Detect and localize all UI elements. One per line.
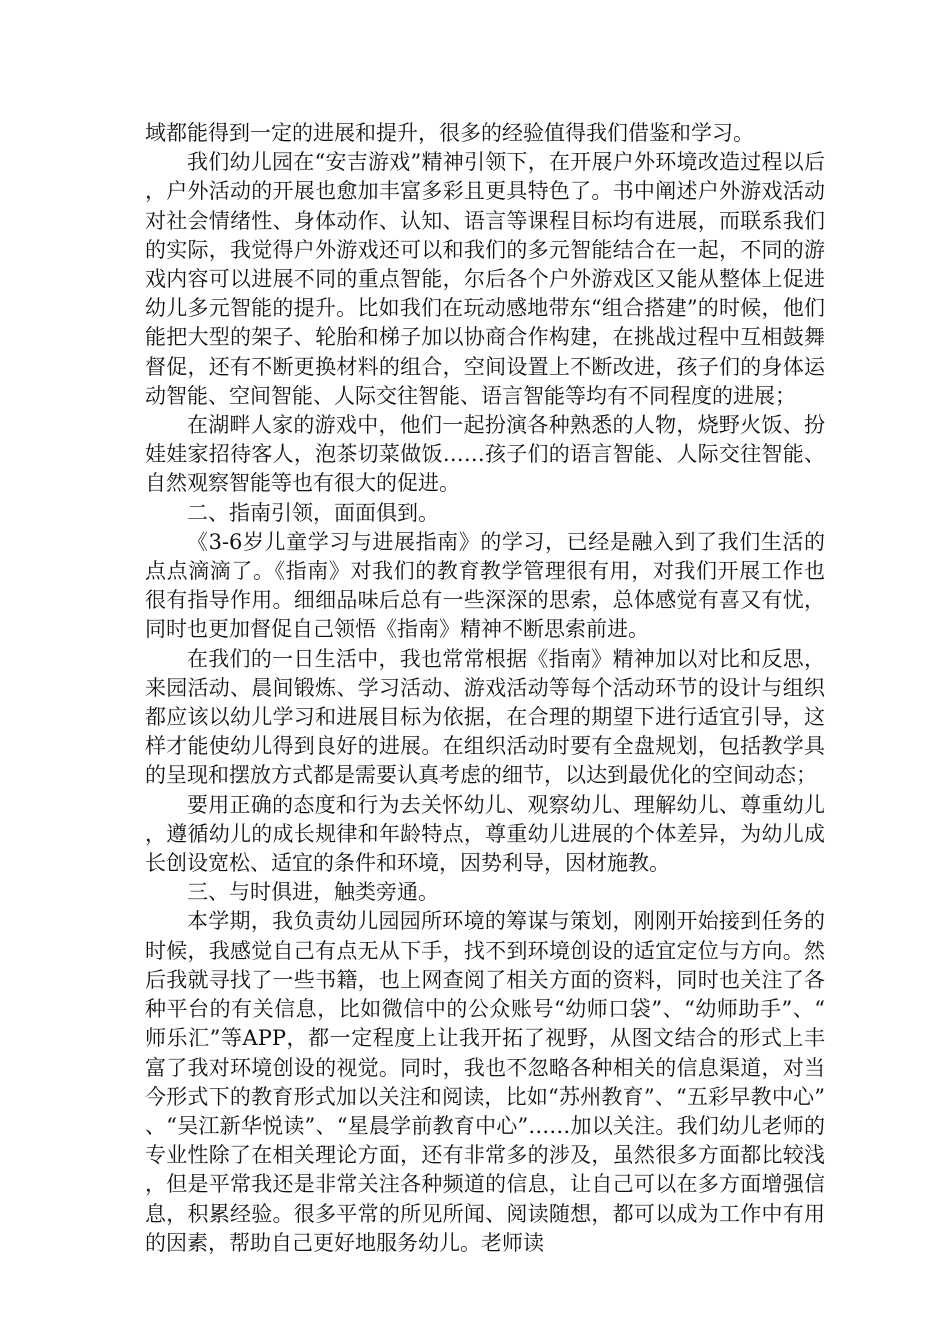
paragraph: 本学期，我负责幼儿园园所环境的筹谋与策划，刚刚开始接到任务的时候，我感觉自己有点无从下手，找不到环境创设的适宜定位与方向。然后我就寻找了一些书籍，也上网查阅了相关方面的资料，同时也关注了各种平台的有关信息，比如微信中的公众账号“幼师口袋”、“幼师助手”、“师乐汇”等APP，都一定程度上让我开拓了视野，从图文结合的形式上丰富了我对环境创设的视觉。同时，我也不忽略各种相关的信息渠道，对当今形式下的教育形式加以关注和阅读，比如“苏州教育”、“五彩早教中心”、“吴江新华悦读”、“星晨学前教育中心”……加以关注。我们幼儿老师的专业性除了在相关理论方面，还有非常多的涉及，虽然很多方面都比较浅，但是平常我还是非常关注各种频道的信息，让自己可以在多方面增强信息，积累经验。很多平常的所见所闻、阅读随想，都可以成为工作中有用的因素，帮助自己更好地服务幼儿。老师读 — [145, 909, 825, 1255]
paragraph: 我们幼儿园在“安吉游戏”精神引领下，在开展户外环境改造过程以后，户外活动的开展也愈加丰富多彩且更具特色了。书中阐述户外游戏活动对社会情绪性、身体动作、认知、语言等课程目标均有进展，而联系我们的实际，我觉得户外游戏还可以和我们的多元智能结合在一起，不同的游戏内容可以进展不同的重点智能，尔后各个户外游戏区又能从整体上促进幼儿多元智能的提升。比如我们在玩动感地带东“组合搭建”的时候，他们能把大型的架子、轮胎和梯子加以协商合作构建，在挑战过程中互相鼓舞督促，还有不断更换材料的组合，空间设置上不断改进，孩子们的身体运动智能、空间智能、人际交往智能、语言智能等均有不同程度的进展； — [145, 150, 825, 408]
paragraph: 在我们的一日生活中，我也常常根据《指南》精神加以对比和反思，来园活动、晨间锻炼、学习活动、游戏活动等每个活动环节的设计与组织都应该以幼儿学习和进展目标为依据，在合理的期望下进行适宜引导，这样才能使幼儿得到良好的进展。在组织活动时要有全盘规划，包括教学具的呈现和摆放方式都是需要认真考虑的细节，以达到最优化的空间动态； — [145, 646, 825, 788]
paragraph: 在湖畔人家的游戏中，他们一起扮演各种熟悉的人物，烧野火饭、扮娃娃家招待客人，泡茶切菜做饭……孩子们的语言智能、人际交往智能、自然观察智能等也有很大的促进。 — [145, 413, 825, 496]
paragraph: 要用正确的态度和行为去关怀幼儿、观察幼儿、理解幼儿、尊重幼儿，遵循幼儿的成长规律和年龄特点，尊重幼儿进展的个体差异，为幼儿成长创设宽松、适宜的条件和环境，因势利导，因材施教。 — [145, 792, 825, 876]
paragraph: 《3-6岁儿童学习与进展指南》的学习，已经是融入到了我们生活的点点滴滴了。《指南》对我们的教育教学管理很有用，对我们开展工作也很有指导作用。细细品味后总有一些深深的思索，总体感觉有喜又有忧，同时也更加督促自己领悟《指南》精神不断思索前进。 — [145, 529, 825, 642]
section-heading: 三、与时俱进，触类旁通。 — [187, 880, 439, 905]
section-heading: 二、指南引领，面面俱到。 — [187, 500, 439, 525]
paragraph: 域都能得到一定的进展和提升，很多的经验值得我们借鉴和学习。 — [145, 121, 754, 145]
document-page — [145, 119, 825, 1258]
